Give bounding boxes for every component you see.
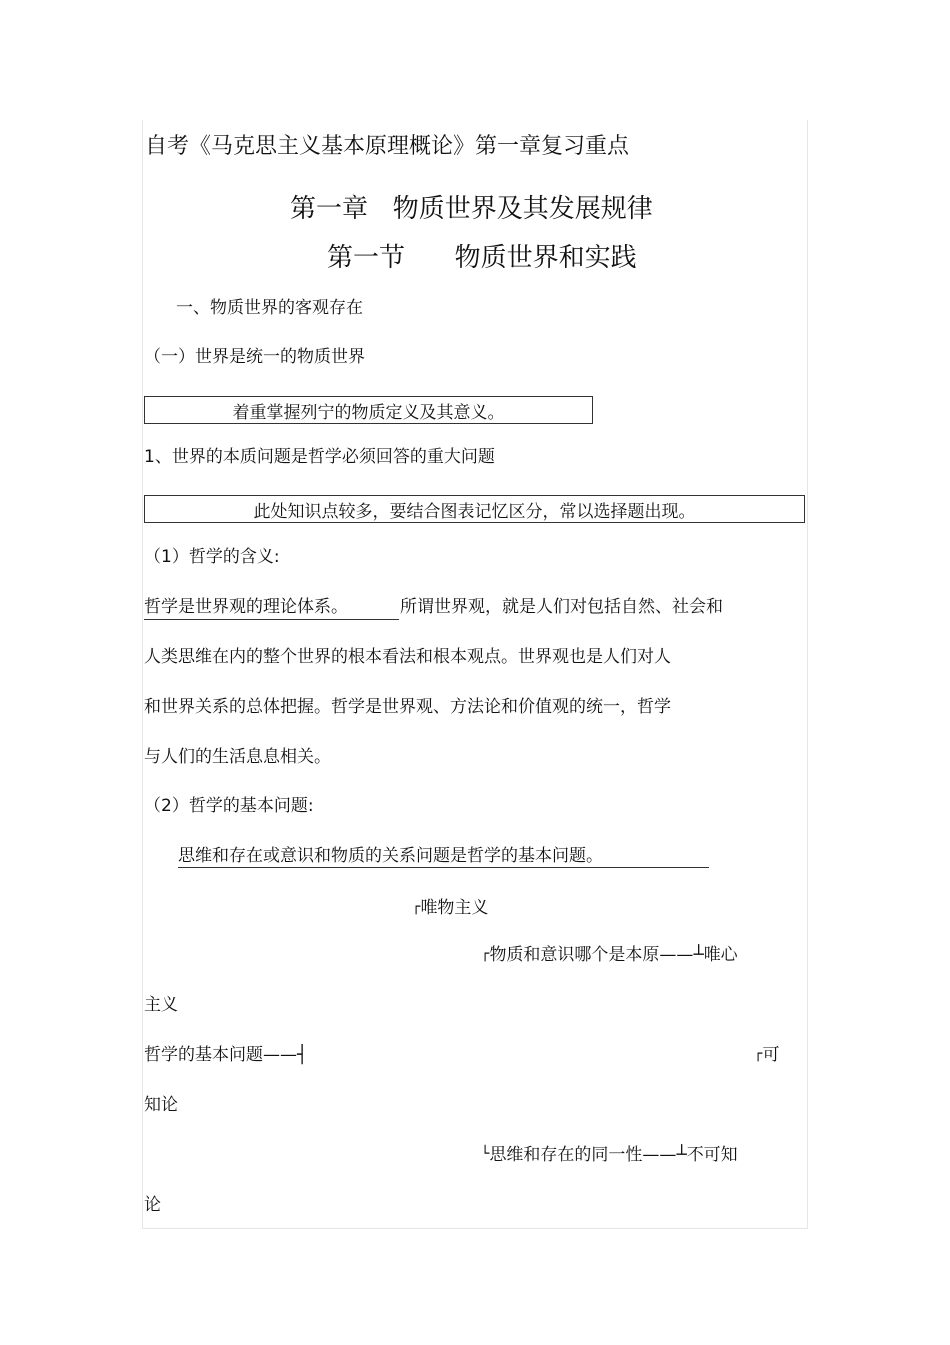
point-1-line-1b: 所谓世界观，就是人们对包括自然、社会和: [400, 597, 723, 617]
point-1-line-4: 与人们的生活息息相关。: [144, 747, 331, 767]
branch-connector-icon: ┴: [676, 1145, 687, 1165]
point-2-title: （2）哲学的基本问题:: [144, 796, 314, 816]
diagram-which-first-row: [481, 947, 738, 964]
branch-connector-icon: ┴: [693, 945, 704, 965]
diagram-knowable-a: 可: [762, 1045, 780, 1065]
diagram-idealism-b: 主义: [144, 995, 178, 1015]
branch-connector-icon: ┤: [297, 1045, 308, 1065]
underline-2: [178, 867, 709, 868]
diagram-unknowable-b: 论: [144, 1195, 161, 1215]
bracket-top-icon: ┌: [754, 1046, 763, 1062]
note-box-1: [144, 396, 593, 424]
note-box-2-text: 此处知识点较多，要结合图表记忆区分，常以选择题出现。: [253, 501, 696, 522]
item-1: 1、世界的本质问题是哲学必须回答的重大问题: [144, 447, 495, 467]
section-title: 第一节 物质世界和实践: [327, 243, 637, 273]
diagram-root: 哲学的基本问题——: [144, 1045, 297, 1065]
diagram-unknowable-a: 不可知: [686, 1145, 738, 1165]
point-2-definition: 思维和存在或意识和物质的关系问题是哲学的基本问题。: [178, 846, 603, 866]
point-1-line-3: 和世界关系的总体把握。哲学是世界观、方法论和价值观的统一，哲学: [144, 697, 671, 717]
point-1-line-2: 人类思维在内的整个世界的根本看法和根本观点。世界观也是人们对人: [144, 647, 671, 667]
diagram-root-row: [144, 1047, 307, 1064]
point-1-line-1a: 哲学是世界观的理论体系。: [144, 597, 348, 617]
diagram-knowable-row: [754, 1047, 779, 1064]
document-title: 自考《马克思主义基本原理概论》第一章复习重点: [145, 134, 630, 159]
diagram-which-first: 物质和意识哪个是本原——: [489, 945, 694, 965]
bracket-bottom-icon: └: [481, 1146, 490, 1162]
diagram-idealism-a: 唯心: [703, 945, 738, 965]
note-box-2: [144, 495, 805, 523]
diagram-materialism: 唯物主义: [420, 898, 489, 918]
note-box-1-text: 着重掌握列宁的物质定义及其意义。: [232, 402, 505, 423]
bracket-top-icon: ┌: [412, 899, 421, 915]
underline-1: [144, 619, 399, 620]
heading-1: 一、物质世界的客观存在: [176, 298, 363, 318]
bracket-top-icon: ┌: [481, 946, 490, 962]
chapter-title: 第一章 物质世界及其发展规律: [290, 194, 653, 224]
diagram-identity: 思维和存在的同一性——: [489, 1145, 677, 1165]
point-1-title: （1）哲学的含义:: [144, 547, 280, 567]
diagram-materialism-row: [412, 900, 488, 917]
diagram-identity-row: [481, 1147, 738, 1164]
subheading-1: （一）世界是统一的物质世界: [144, 347, 365, 367]
diagram-knowable-b: 知论: [144, 1095, 178, 1115]
